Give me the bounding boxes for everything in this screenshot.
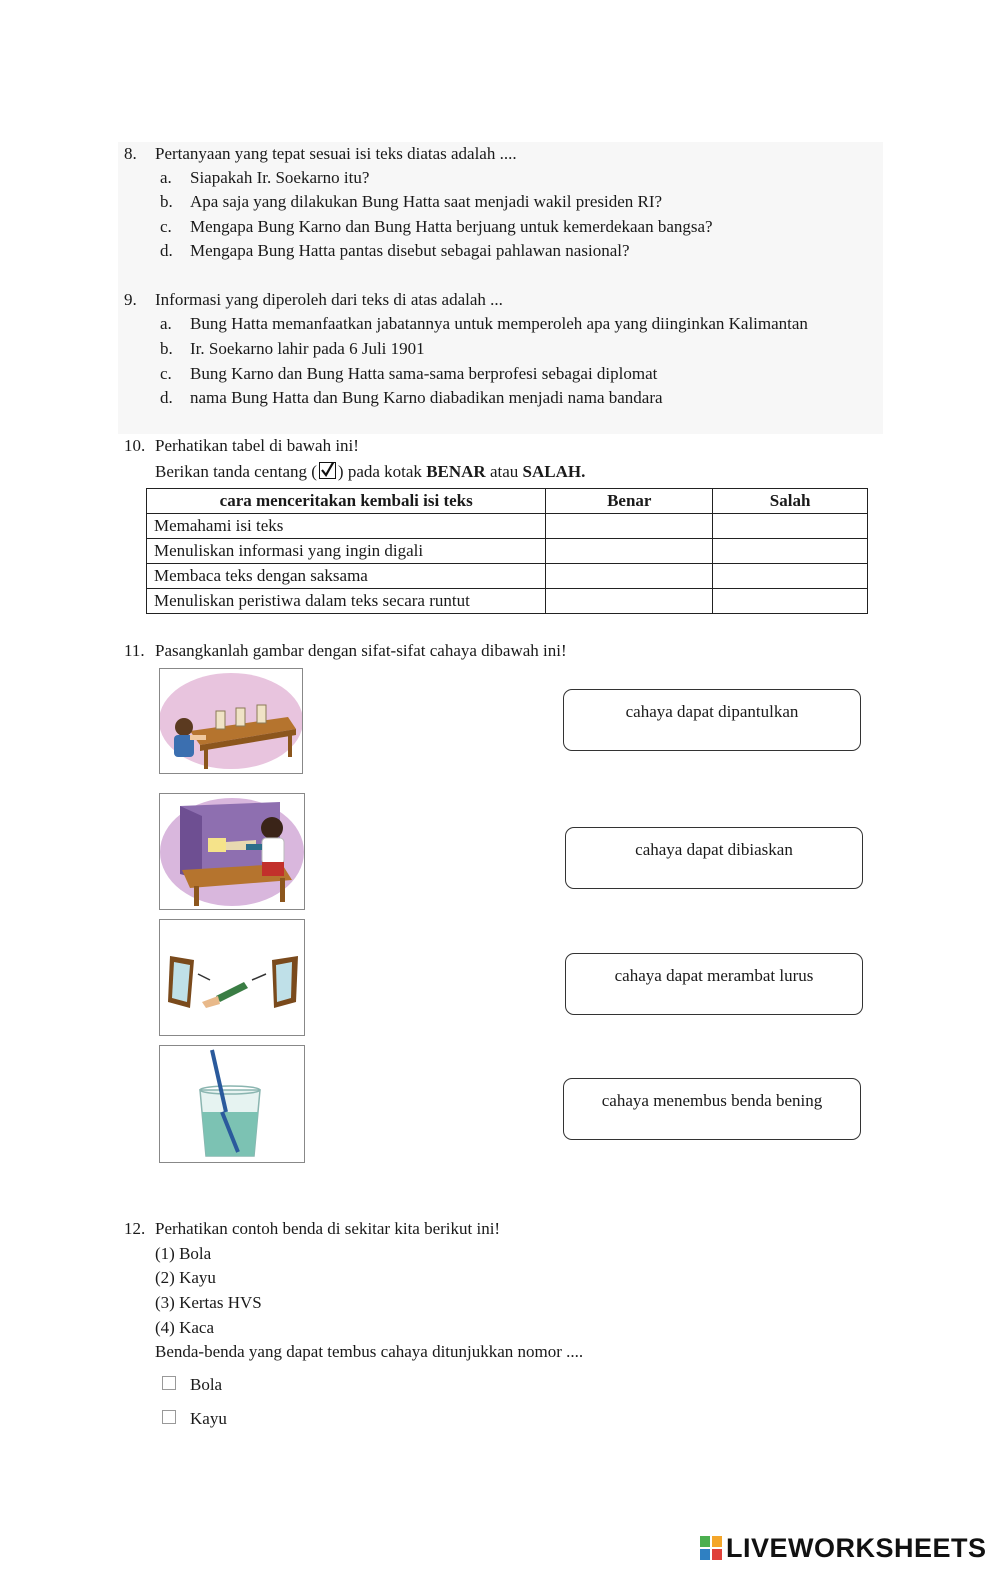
question-number: 10. [124, 436, 146, 455]
question-number: 12. [124, 1219, 146, 1238]
choice-label: Bola [190, 1375, 223, 1394]
option-letter: c. [160, 217, 172, 236]
picture-light-refracted[interactable] [159, 919, 305, 1036]
list-item: (2) Kayu [155, 1268, 216, 1287]
benar-answer-cell[interactable] [546, 539, 713, 564]
option-text: Mengapa Bung Hatta pantas disebut sebagai pahlawan nasional? [190, 241, 630, 260]
table-row [147, 539, 868, 564]
table-row [147, 564, 868, 589]
table-row [147, 589, 868, 614]
list-item: (4) Kaca [155, 1318, 214, 1337]
true-false-table [146, 488, 868, 614]
option-text: Bung Hatta memanfaatkan jabatannya untuk memperoleh apa yang diinginkan Kalimantan [190, 314, 808, 333]
liveworksheets-logo [700, 1533, 987, 1564]
picture-light-through-clear[interactable] [159, 1045, 305, 1163]
option-letter: b. [160, 339, 173, 358]
header-salah: Salah [713, 489, 868, 514]
statement-cell: Membaca teks dengan saksama [147, 564, 546, 589]
instruction-post: ) pada kotak [337, 462, 422, 481]
instruction-line [155, 462, 585, 482]
option-box-dipantulkan[interactable]: cahaya dapat dipantulkan [563, 689, 861, 751]
header-benar: Benar [546, 489, 713, 514]
question-text: Informasi yang diperoleh dari teks di atas adalah ... [155, 290, 503, 309]
picture-light-straight-line[interactable] [159, 668, 303, 774]
option-letter: d. [160, 388, 173, 407]
salah-answer-cell[interactable] [713, 514, 868, 539]
statement-cell: Memahami isi teks [147, 514, 546, 539]
list-item: (3) Kertas HVS [155, 1293, 262, 1312]
checkbox-kayu[interactable] [162, 1410, 176, 1424]
question-text: Perhatikan contoh benda di sekitar kita berikut ini! [155, 1219, 501, 1238]
benar-answer-cell[interactable] [546, 564, 713, 589]
question-number: 9. [124, 290, 137, 309]
atau-word: atau [489, 462, 519, 481]
liveworksheets-logo-icon [700, 1536, 722, 1560]
instruction-pre: Berikan tanda centang ( [155, 462, 317, 481]
logo-text: LIVEWORKSHEETS [726, 1533, 987, 1563]
straw-in-glass-image [160, 1046, 304, 1162]
salah-keyword: SALAH. [522, 462, 586, 481]
mirrors-flashlight-image [160, 920, 304, 1035]
option-text: nama Bung Hatta dan Bung Karno diabadikan menjadi nama bandara [190, 388, 663, 407]
option-text: Bung Karno dan Bung Hatta sama-sama berprofesi sebagai diplomat [190, 364, 658, 383]
question-text: Pertanyaan yang tepat sesuai isi teks diatas adalah .... [155, 144, 517, 163]
question-prompt: Benda-benda yang dapat tembus cahaya ditunjukkan nomor .... [155, 1342, 584, 1361]
option-letter: a. [160, 314, 172, 333]
question-number: 8. [124, 144, 137, 163]
salah-answer-cell[interactable] [713, 589, 868, 614]
list-item: (1) Bola [155, 1244, 212, 1263]
option-letter: c. [160, 364, 172, 383]
benar-keyword: BENAR [426, 462, 486, 481]
checkbox-bola[interactable] [162, 1376, 176, 1390]
benar-answer-cell[interactable] [546, 589, 713, 614]
option-letter: d. [160, 241, 173, 260]
option-letter: a. [160, 168, 172, 187]
option-text: Ir. Soekarno lahir pada 6 Juli 1901 [190, 339, 425, 358]
option-box-menembus-bening[interactable]: cahaya menembus benda bening [563, 1078, 861, 1140]
picture-light-reflected[interactable] [159, 793, 305, 910]
statement-cell: Menuliskan informasi yang ingin digali [147, 539, 546, 564]
cards-experiment-image [160, 669, 302, 773]
header-cara: cara menceritakan kembali isi teks [147, 489, 546, 514]
option-text: Siapakah Ir. Soekarno itu? [190, 168, 370, 187]
option-text: Apa saja yang dilakukan Bung Hatta saat menjadi wakil presiden RI? [190, 192, 663, 211]
benar-answer-cell[interactable] [546, 514, 713, 539]
table-header-row [147, 489, 868, 514]
question-text: Perhatikan tabel di bawah ini! [155, 436, 359, 455]
salah-answer-cell[interactable] [713, 539, 868, 564]
question-number: 11. [124, 641, 145, 660]
salah-answer-cell[interactable] [713, 564, 868, 589]
question-text: Pasangkanlah gambar dengan sifat-sifat cahaya dibawah ini! [155, 641, 567, 660]
option-letter: b. [160, 192, 173, 211]
checkmark-box-icon [319, 462, 336, 479]
option-text: Mengapa Bung Karno dan Bung Hatta berjuang untuk kemerdekaan bangsa? [190, 217, 713, 236]
flashlight-wall-image [160, 794, 304, 909]
option-box-merambat-lurus[interactable]: cahaya dapat merambat lurus [565, 953, 863, 1015]
statement-cell: Menuliskan peristiwa dalam teks secara runtut [147, 589, 546, 614]
table-row [147, 514, 868, 539]
option-box-dibiaskan[interactable]: cahaya dapat dibiaskan [565, 827, 863, 889]
choice-label: Kayu [190, 1409, 227, 1428]
